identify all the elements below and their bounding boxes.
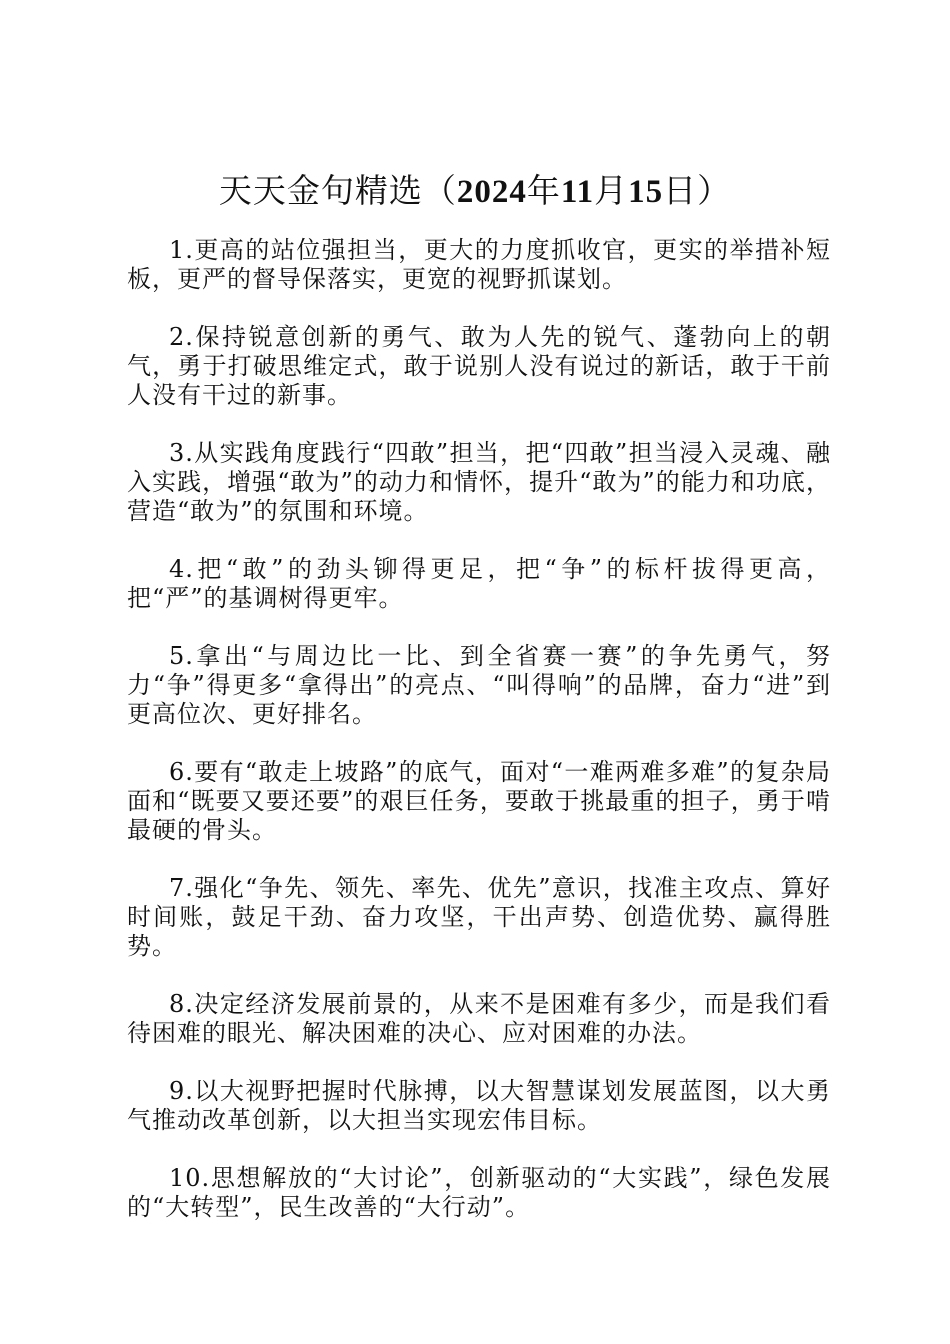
title-suffix: 日）	[663, 174, 732, 210]
quote-item-7: 7.强化“争先、领先、率先、优先”意识，找准主攻点、算好时间账，鼓足干劲、奋力攻坚，干出声势、创造优势、赢得胜势。	[127, 874, 831, 960]
document-title	[0, 170, 950, 214]
quote-item-8: 8.决定经济发展前景的，从来不是困难有多少，而是我们看待困难的眼光、解决困难的决心、应对困难的办法。	[127, 990, 831, 1047]
title-month-unit: 月	[594, 174, 629, 210]
quote-item-9: 9.以大视野把握时代脉搏，以大智慧谋划发展蓝图，以大勇气推动改革创新，以大担当实现宏伟目标。	[127, 1077, 831, 1134]
quote-item-5: 5.拿出“与周边比一比、到全省赛一赛”的争先勇气，努力“争”得更多“拿得出”的亮点、“叫得响”的品牌，奋力“进”到更高位次、更好排名。	[127, 642, 831, 728]
title-day: 15	[628, 174, 664, 210]
title-prefix: 天天金句精选（	[218, 174, 457, 210]
quote-item-2: 2.保持锐意创新的勇气、敢为人先的锐气、蓬勃向上的朝气，勇于打破思维定式，敢于说别人没有说过的新话，敢于干前人没有干过的新事。	[127, 323, 831, 409]
title-month: 11	[560, 174, 595, 210]
quote-list	[127, 236, 831, 1251]
quote-item-1: 1.更高的站位强担当，更大的力度抓收官，更实的举措补短板，更严的督导保落实，更宽的视野抓谋划。	[127, 236, 831, 293]
quote-item-3: 3.从实践角度践行“四敢”担当，把“四敢”担当浸入灵魂、融入实践，增强“敢为”的动力和情怀，提升“敢为”的能力和功底，营造“敢为”的氛围和环境。	[127, 439, 831, 525]
title-year-unit: 年	[526, 174, 561, 210]
quote-item-10: 10.思想解放的“大讨论”，创新驱动的“大实践”，绿色发展的“大转型”，民生改善的“大行动”。	[127, 1164, 831, 1221]
quote-item-4: 4.把“敢”的劲头铆得更足，把“争”的标杆拔得更高，把“严”的基调树得更牢。	[127, 555, 831, 612]
quote-item-6: 6.要有“敢走上坡路”的底气，面对“一难两难多难”的复杂局面和“既要又要还要”的艰巨任务，要敢于挑最重的担子，勇于啃最硬的骨头。	[127, 758, 831, 844]
title-year: 2024	[456, 174, 527, 210]
